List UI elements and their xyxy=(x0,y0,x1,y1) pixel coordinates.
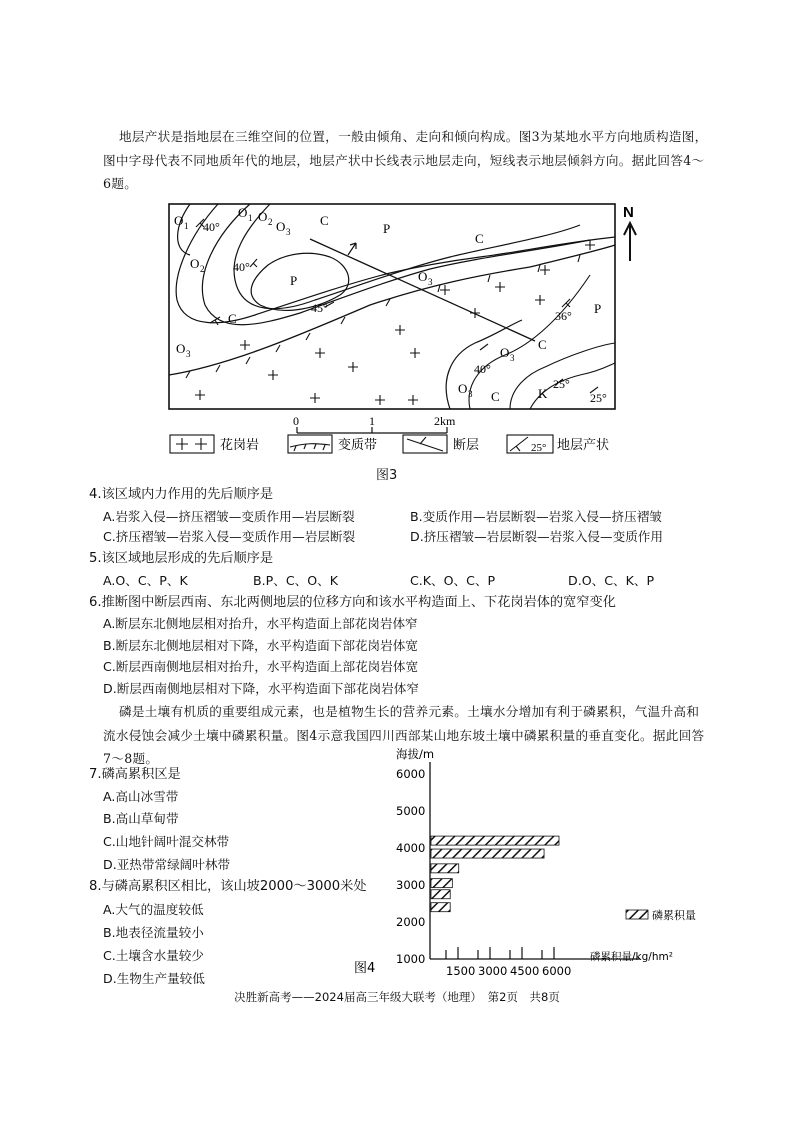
bar-3450m xyxy=(431,864,459,873)
q5-option-b[interactable]: B.P、C、O、K xyxy=(253,573,338,588)
bar-2400m xyxy=(431,903,450,912)
legend-attitude-angle: 25° xyxy=(531,442,547,454)
label-dip-40a: 40° xyxy=(203,220,220,234)
label-c-ne: C xyxy=(475,231,484,246)
label-o3-mid: O xyxy=(418,269,428,284)
q5-stem: 5.该区域地层形成的先后顺序是 xyxy=(89,551,274,566)
bar-4200m xyxy=(431,836,559,845)
legend-granite xyxy=(170,435,214,453)
legend-label-attitude: 地层产状 xyxy=(557,438,610,453)
legend-metamorphic xyxy=(288,435,332,453)
passage-2: 磷是土壤有机质的重要组成元素，也是植物生长的营养元素。土壤水分增加有利于磷累积，气温升高和流水侵蚀会减少土壤中磷累积量。图4示意我国四川西部某山地东坡土壤中磷累积量的垂直变化。据此回答7～8题。 xyxy=(103,704,705,766)
y-tick-label: 3000 xyxy=(396,878,426,892)
x-tick-label: 3000 xyxy=(478,964,508,978)
q8-option-c[interactable]: C.土壤含水量较少 xyxy=(103,948,204,963)
x-tick-label: 1500 xyxy=(446,964,476,978)
label-o1: O xyxy=(174,213,184,228)
legend-label: 磷累积量 xyxy=(652,909,696,922)
q8-option-d[interactable]: D.生物生产量较低 xyxy=(103,971,205,986)
x-axis-title: 磷累积量/kg/hm² xyxy=(590,951,673,963)
q6-option-d[interactable]: D.断层西南侧地层相对下降，水平构造面下部花岗岩体窄 xyxy=(103,681,419,696)
legend-swatch xyxy=(626,910,648,919)
q7-option-c[interactable]: C.山地针阔叶混交林带 xyxy=(103,834,230,849)
label-o3-south-sub: 3 xyxy=(468,389,473,399)
fault-arrow xyxy=(348,243,356,255)
label-dip-25b: 25° xyxy=(590,391,607,405)
figure-4-caption: 图4 xyxy=(354,961,376,976)
label-o2-sub: 2 xyxy=(200,264,205,274)
q4-option-c[interactable]: C.挤压褶皱—岩浆入侵—变质作用—岩层断裂 xyxy=(103,529,356,544)
legend-label-granite: 花岗岩 xyxy=(220,438,260,453)
q6-option-b[interactable]: B.断层东北侧地层相对下降，水平构造面下部花岗岩体宽 xyxy=(103,638,418,653)
legend-fault xyxy=(403,435,447,453)
legend-label-fault: 断层 xyxy=(453,438,480,453)
x-tick-label: 6000 xyxy=(542,964,572,978)
q8-option-a[interactable]: A.大气的温度较低 xyxy=(103,902,204,917)
north-arrow-icon xyxy=(624,223,636,261)
y-tick-label: 5000 xyxy=(396,804,426,818)
label-o3-mid-sub: 3 xyxy=(428,277,433,287)
label-o3-east-sub: 3 xyxy=(510,353,515,363)
label-p-center: P xyxy=(290,273,298,288)
label-c-south: C xyxy=(491,389,500,404)
label-o1-sub: 1 xyxy=(184,221,189,231)
y-tick-label: 6000 xyxy=(396,767,426,781)
q6-option-a[interactable]: A.断层东北侧地层相对抬升，水平构造面上部花岗岩体窄 xyxy=(103,616,418,631)
label-o1-top: O xyxy=(238,205,248,220)
y-axis-title: 海拔/m xyxy=(396,747,435,761)
label-o2: O xyxy=(190,256,200,271)
bar-3050m xyxy=(431,879,452,888)
page-footer: 决胜新高考——2024届高三年级大联考（地理） 第2页 共8页 xyxy=(234,990,560,1004)
label-dip-36: 36° xyxy=(555,309,572,323)
label-p-top: P xyxy=(383,221,391,236)
q5-option-d[interactable]: D.O、C、K、P xyxy=(568,573,655,588)
figure-3-caption: 图3 xyxy=(376,468,398,483)
label-dip-40b: 40° xyxy=(233,260,250,274)
label-o3-south: O xyxy=(458,381,468,396)
figure-3-geologic-map xyxy=(150,195,650,460)
legend-label-metamorphic: 变质带 xyxy=(338,438,378,453)
label-c-west: C xyxy=(228,311,237,326)
label-o2-top: O xyxy=(258,209,268,224)
scale-2km: 2km xyxy=(434,414,456,428)
label-o3-east: O xyxy=(500,345,510,360)
figure-4-chart xyxy=(340,742,710,982)
chart-legend xyxy=(626,908,696,922)
x-tick-label: 4500 xyxy=(510,964,540,978)
passage-1: 地层产状是指地层在三维空间的位置，一般由倾角、走向和倾向构成。图3为某地水平方向地质构造图，图中字母代表不同地质年代的地层，地层产状中长线表示地层走向，短线表示地层倾斜方向。据此回答4～6题。 xyxy=(103,129,708,191)
label-p-east: P xyxy=(594,301,602,316)
q4-option-d[interactable]: D.挤压褶皱—岩层断裂—岩浆入侵—变质作用 xyxy=(410,529,663,544)
label-c-east: C xyxy=(538,337,547,352)
y-tick-label: 4000 xyxy=(396,841,426,855)
label-o2-top-sub: 2 xyxy=(268,217,273,227)
label-c-top: C xyxy=(320,213,329,228)
label-o3-west-sub: 3 xyxy=(186,349,191,359)
se-boundary-1 xyxy=(469,275,590,409)
q6-stem: 6.推断图中断层西南、东北两侧地层的位移方向和该水平构造面上、下花岗岩体的宽窄变化 xyxy=(89,595,616,610)
scale-1: 1 xyxy=(369,414,375,428)
q8-option-b[interactable]: B.地表径流量较小 xyxy=(103,925,204,940)
q4-option-b[interactable]: B.变质作用—岩层断裂—岩浆入侵—挤压褶皱 xyxy=(410,509,662,524)
label-dip-40c: 40° xyxy=(474,362,491,376)
inner-p-loop xyxy=(251,253,349,310)
label-o3-top-sub: 3 xyxy=(286,227,291,237)
label-dip-45: 45° xyxy=(311,301,328,315)
q7-option-a[interactable]: A.高山冰雪带 xyxy=(103,789,179,804)
q4-stem: 4.该区域内力作用的先后顺序是 xyxy=(89,487,274,502)
y-tick-label: 2000 xyxy=(396,915,426,929)
scale-0: 0 xyxy=(293,414,299,428)
q5-option-c[interactable]: C.K、O、C、P xyxy=(410,573,496,588)
bar-2750m xyxy=(431,890,450,899)
label-o3-top: O xyxy=(276,219,286,234)
q7-option-b[interactable]: B.高山草甸带 xyxy=(103,811,179,826)
y-tick-label: 1000 xyxy=(396,952,426,966)
bar-3850m xyxy=(431,849,544,858)
label-o3-west: O xyxy=(176,341,186,356)
q6-option-c[interactable]: C.断层西南侧地层相对抬升，水平构造面上部花岗岩体宽 xyxy=(103,659,419,674)
q5-option-a[interactable]: A.O、C、P、K xyxy=(103,573,188,588)
label-k: K xyxy=(538,386,548,401)
north-label: N xyxy=(623,204,634,221)
label-o1-top-sub: 1 xyxy=(248,213,253,223)
q7-stem: 7.磷高累积区是 xyxy=(89,767,181,782)
q8-stem: 8.与磷高累积区相比，该山坡2000～3000米处 xyxy=(89,879,367,894)
label-dip-25a: 25° xyxy=(553,377,570,391)
q4-option-a[interactable]: A.岩浆入侵—挤压褶皱—变质作用—岩层断裂 xyxy=(103,509,355,524)
q7-option-d[interactable]: D.亚热带常绿阔叶林带 xyxy=(103,857,231,872)
